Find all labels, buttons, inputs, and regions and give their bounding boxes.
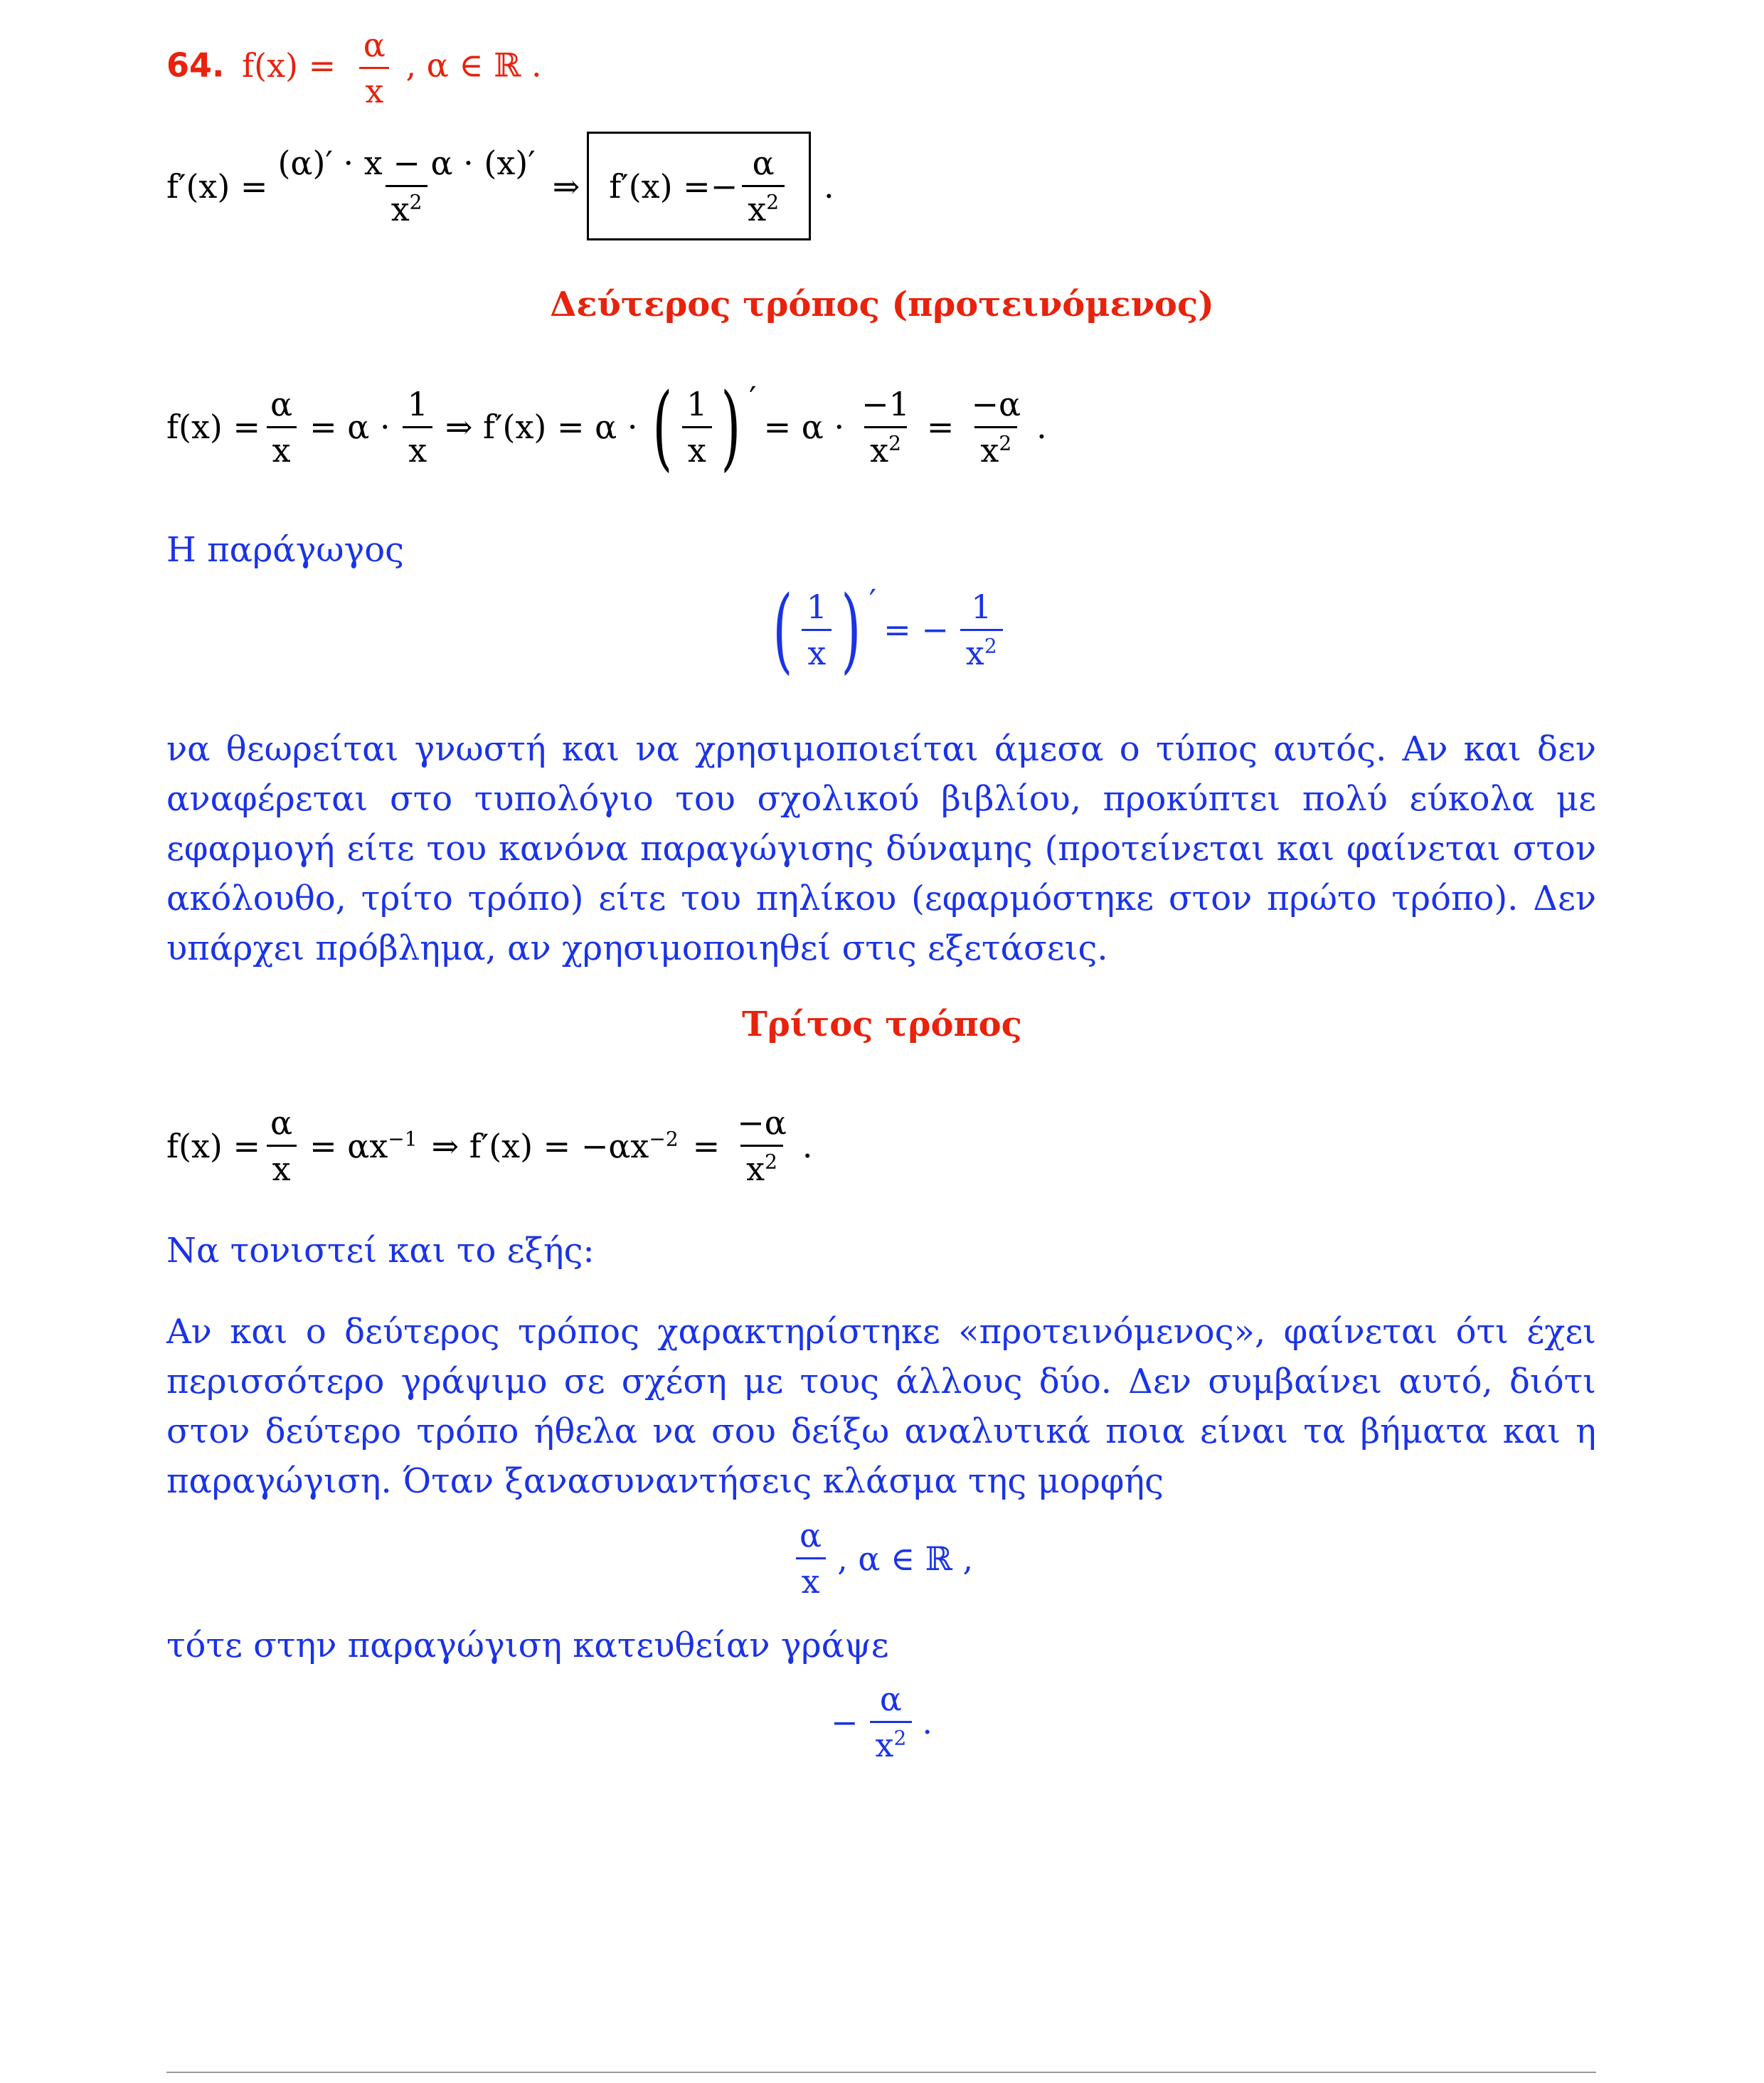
second-way-equation: f(x) = $\frac{\alpha}{x}$ = α · $\frac{1}{x}$ ⇒ f′(x) = α · ( $\frac{1}{x}$ ) ′ = α · $\frac{-1}{x^2}$ = $\frac{-\alpha}{x^2}$ .	[166, 373, 1047, 481]
problem-statement	[166, 26, 542, 110]
derivative-intro: Η παράγωγος	[166, 530, 405, 570]
remark-paragraph: Αν και ο δεύτερος τρόπος χαρακτηρίστηκε «προτεινόμενος», φαίνεται ότι έχει περισσότερο γράψιμο σε σχέση με τους άλλους δύο. Δεν συμβαίνει αυτό, διότι στον δεύτερο τρόπο ήθελα να σου δείξω αναλυτικά ποια είναι τα βήματα και η παραγώγιση. Όταν ξανασυναντήσεις κλάσμα της μορφής	[166, 1312, 1596, 1501]
derivative-paragraph: να θεωρείται γνωστή και να χρησιμοποιείται άμεσα ο τύπος αυτός. Αν και δεν αναφέρεται στο τυπολόγιο του σχολικού βιβλίου, προκύπτει πολύ εύκολα με εφαρμογή είτε του κανόνα παραγώγισης δύναμης (προτείνεται και φαίνεται στον ακόλουθο, τρίτο τρόπο) είτε του πηλίκου (εφαρμόστηκε στον πρώτο τρόπο). Δεν υπάρχει πρόβλημα, αν χρησιμοποιηθεί στις εξετάσεις.	[166, 729, 1596, 968]
third-way-equation: f(x) = $\frac{\alpha}{x}$ = $\alpha x^{-1}$ ⇒ $f'(x) = -\alpha x^{-2}$ = $\frac{-\alpha}{x^2}$ .	[166, 1103, 813, 1188]
footer-rule	[166, 2072, 1596, 2073]
derivative-formula: ( $\frac{1}{x}$ ) ′ = − $\frac{1}{x^2}$	[765, 583, 1007, 676]
remark-result: − $\frac{\alpha}{x^2}$ .	[831, 1680, 933, 1764]
remark-then: τότε στην παραγώγιση κατευθείαν γράψε	[166, 1626, 889, 1665]
third-way-heading: Τρίτος τρόπος	[742, 1005, 1022, 1044]
first-way-equation: f′(x) = $\frac{(\alpha)' \cdot x - \alpha \cdot (x)'}{x^2}$ ⇒ f′(x) =− $\frac{\alpha}{x^2}$ .	[166, 132, 834, 240]
first-lhs: f′(x) =	[166, 166, 268, 206]
problem-lhs: f(x) =	[242, 46, 336, 85]
first-quotient-fraction: $\frac{(\alpha)' \cdot x - \alpha \cdot (x)'}{x^2}$	[277, 144, 536, 228]
remark-fraction-form: $\frac{\alpha}{x}$ , α ∈ ℝ ,	[790, 1519, 973, 1598]
problem-domain: , α ∈ ℝ .	[405, 46, 542, 85]
problem-number: 64.	[166, 46, 225, 85]
second-way-heading: Δεύτερος τρόπος (προτεινόμενος)	[550, 285, 1214, 324]
implies-symbol: ⇒	[552, 166, 580, 206]
remark-intro: Να τονιστεί και το εξής:	[166, 1231, 595, 1271]
boxed-result: f′(x) =− $\frac{\alpha}{x^2}$	[587, 132, 811, 240]
problem-fraction: $\frac{\alpha}{x}$	[358, 28, 391, 107]
parenthesized-fraction: ( $\frac{1}{x}$ ) ′	[652, 373, 757, 481]
